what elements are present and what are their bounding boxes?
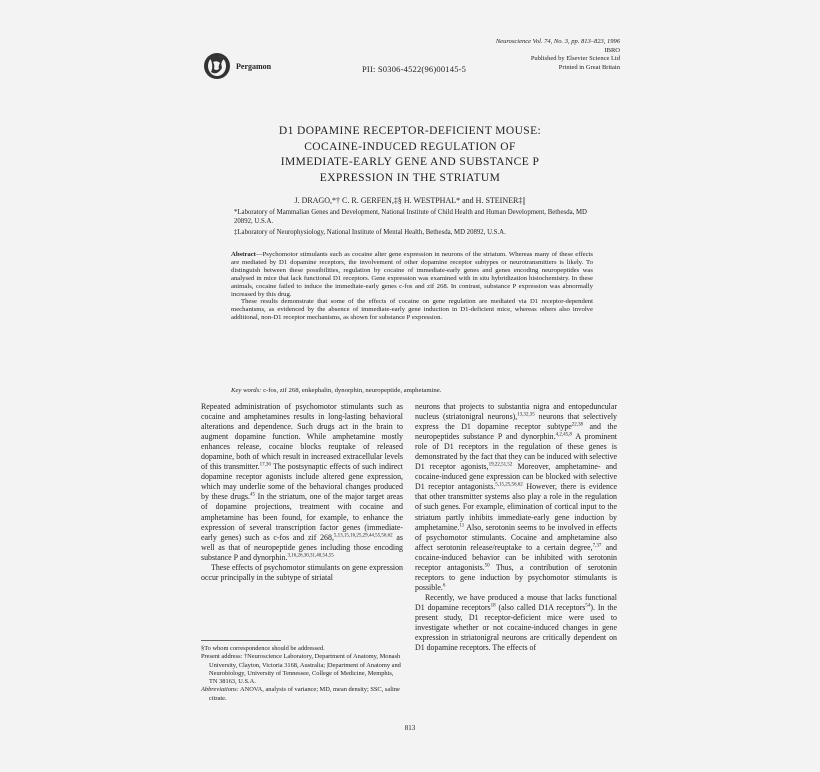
title-line-3: IMMEDIATE-EARLY GENE AND SUBSTANCE P [280,156,540,168]
affiliation-2: ‡Laboratory of Neurophysiology, National Institute of Mental Health, Bethesda, MD 20892, U.S.A. [234,229,506,236]
abstract-paragraph-1: Abstract—Psychomotor stimulants such as cocaine alter gene expression in neurons of the striatum. Whereas many of these effects are mediated by D1 dopamine receptors, the involvement of other dopamine receptor subtypes or neurotransmitters is likely. To distinguish between these possibilities, regulation by cocaine of immediate-early genes and genes encoding neuropeptides was analysed in mice that lack functional D1 receptors. Gene expression was examined with in situ hybridization histochemistry. In these animals, cocaine failed to induce the immediate-early genes c-fos and zif 268. In contrast, substance P expression was abnormally increased by this drug. [231,251,593,298]
body-paragraph: Recently, we have produced a mouse that lacks functional D1 dopamine receptors$^{18}$ (also called D1A receptors$^{54}$). In the present study, D1 receptor-deficient mice were used to investigate whether or not cocaine-induced changes in gene expression in striatonigral neurons are critically dependent on D1 dopamine receptors. The effects of [415,592,618,653]
body-paragraph: neurons that projects to substantia nigra and entopeduncular nucleus (striatonigral neurons),$^{13,32,35}$ neurons that selectively express the D1 dopamine receptor subtype$^{22,38}$ and the neuropeptides substance P and dynorphin.$^{4,2,45,8}$ A prominent role of D1 receptors in the regulation of these genes is demonstrated by the fact that they can be induced with selective D1 receptor agonists,$^{19,22,51,52}$ Moreover, amphetamine- and cocaine-induced gene expression can be blocked with selective D1 receptor antagonists.$^{5,15,25,56,62}$ However, there is evidence that other transmitter systems also play a role in the regulation of such genes. For example, elimination of cortical input to the striatum partly inhibits immediate-early gene induction by amphetamine.$^{11}$ Also, serotonin seems to be involved in effects of psychomotor stimulants. Cocaine and amphetamine also affect serotonin release/reuptake to a certain degree,$^{7,37}$ and cocaine-induced behavior can be inhibited with serotonin receptor antagonists.$^{50}$ Thus, a contribution of serotonin receptors to gene induction by psychomotor stimulants is possible.$^6$ [415,402,618,592]
pii-code: PII: S0306-4522(96)00145-5 [362,64,467,74]
journal-info [496,38,620,72]
abstract [231,251,593,322]
journal-society: IBRO [604,46,620,54]
page-number: 813 [404,724,416,732]
footnotes [201,645,401,703]
affiliation-1: *Laboratory of Mammalian Genes and Development, National Institute of Child Health and Human Development, Bethesda, MD 20892, U.S.A. [234,209,587,225]
keywords-label: Key words: [231,387,262,394]
title-line-1: D1 DOPAMINE RECEPTOR-DEFICIENT MOUSE: [278,125,542,137]
body-paragraph: Repeated administration of psychomotor stimulants such as cocaine and amphetamines results in long-lasting behavioral alterations and dependence. Such drugs act in the brain to augment dopamine function. While amphetamine mostly enhances release, cocaine blocks reuptake of released dopamine, both of which result in increased extracellular levels of this transmitter.$^{17,36}$ The postsynaptic effects of such indirect dopamine receptor agonists include altered gene expression, which may underlie some of the behavioral changes produced by these drugs.$^{45}$ In the striatum, one of the major target areas of dopamine projections, treatment with cocaine and amphetamine has been found, for example, to enhance the expression of several transcription factor genes (immediate-early genes) such as c-fos and zif 268,$^{5,13,15,16,25,29,44,55,56,62}$ as well as that of neuropeptide genes including those encoding substance P and dynorphin.$^{3,16,26,30,31,40,54,55}$ [201,402,403,562]
keywords-text: c-fos, zif 268, enkephalin, dynorphin, neuropeptide, amphetamine. [263,387,442,394]
footnote-abbreviations: Abbreviations: ANOVA, analysis of variance; MD, mean density; SSC, saline citrate. [201,686,400,702]
journal-printed: Printed in Great Britain [558,63,620,71]
title-line-4: EXPRESSION IN THE STRIATUM [319,171,501,184]
journal-citation: Neuroscience Vol. 74, No. 3, pp. 813–823, 1996 [495,38,620,45]
footnote-correspondence: §To whom correspondence should be addressed. [201,645,325,652]
footnote-divider [201,640,281,641]
body-column-right [415,402,617,653]
footnote-present-address: Present address: †Neuroscience Laboratory, Department of Anatomy, Monash University, Clayton, Victoria 3168, Australia; |Department of Anatomy and Neurobiology, University of Tennessee, College of Medicine, Memphis, TN 38163, U.S.A. [201,653,401,686]
title-line-2: COCAINE-INDUCED REGULATION OF [304,140,516,153]
abstract-paragraph-2: These results demonstrate that some of the effects of cocaine on gene regulation are mediated via D1 receptor-dependent mechanisms, as evidenced by the absence of immediate-early gene induction in D1-deficient mice, whereas others also involve additional, non-D1 receptor mechanisms, as shown for substance P expression. [231,298,593,322]
publisher-name: Pergamon [236,62,272,71]
journal-publisher: Published by Elsevier Science Ltd [530,55,620,63]
keywords [231,387,593,395]
abstract-label: Abstract [231,251,256,258]
article-title [220,124,600,186]
pergamon-logo-icon [200,50,234,82]
body-column-left [201,402,403,583]
author-list: J. DRAGO,*† C. R. GERFEN,‡§ H. WESTPHAL* and H. STEINER‡|| [294,196,526,205]
body-paragraph: These effects of psychomotor stimulants on gene expression occur principally in the subtype of striatal [201,562,403,582]
